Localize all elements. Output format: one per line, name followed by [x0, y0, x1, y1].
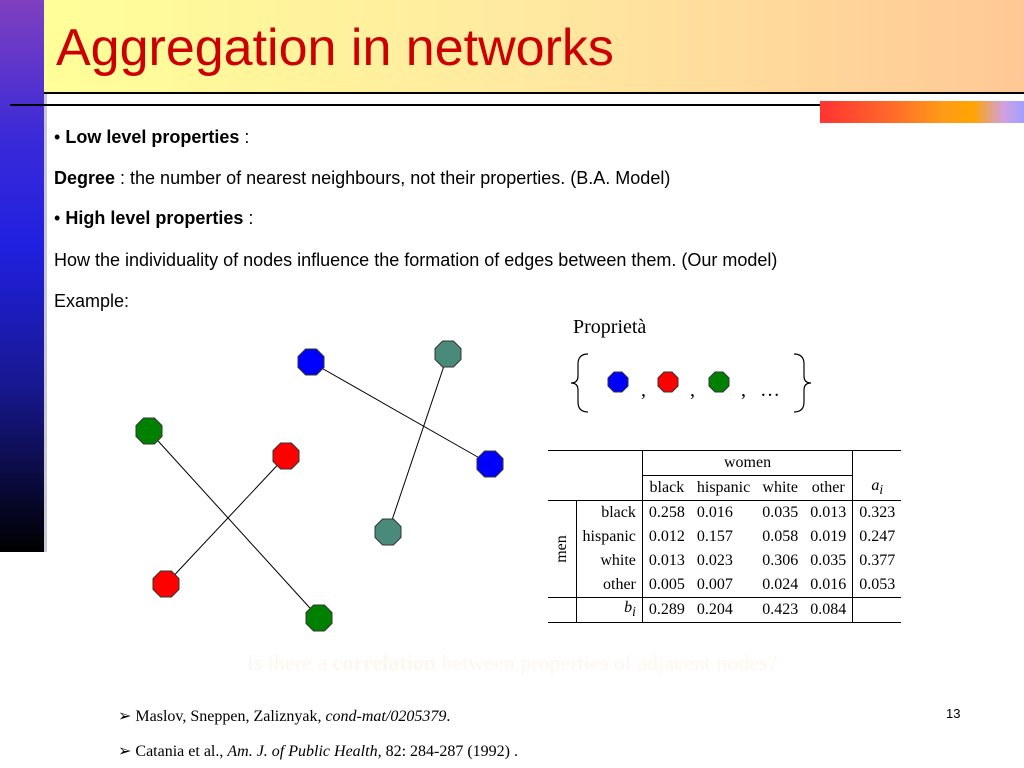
accent-strip: [820, 101, 1024, 123]
reference-1: [118, 706, 450, 726]
blue-node-icon: [608, 372, 628, 392]
title-rule: [10, 104, 820, 106]
separator: ,: [641, 379, 646, 401]
high-level-colon: :: [243, 208, 254, 228]
low-level-heading: Low level properties: [65, 127, 240, 147]
teal-node: [375, 519, 401, 545]
b-i-label: $b_i$: [576, 598, 642, 623]
ref-authors: Maslov, Sneppen, Zaliznyak,: [131, 708, 326, 725]
left-brace-icon: [571, 354, 588, 412]
properties-label: Proprietà: [573, 316, 647, 338]
arrow-bullet-icon: ➢: [118, 743, 132, 760]
question-end: between properties of adjacent nodes?: [436, 650, 778, 675]
green-node: [306, 605, 332, 631]
women-header: women: [642, 451, 852, 476]
blue-node: [298, 349, 324, 375]
blue-node: [477, 451, 503, 477]
a-i-cell: 0.053: [853, 573, 902, 598]
title-underline: [44, 92, 1024, 94]
properties-set: [568, 350, 818, 416]
example-label: Example:: [54, 291, 130, 311]
high-level-definition: How the individuality of nodes influence the formation of edges between them. (Our model): [54, 250, 778, 270]
red-node: [153, 571, 179, 597]
edge-red-red: [166, 456, 286, 584]
row-label: hispanic: [576, 525, 642, 549]
b-i-cell: 0.423: [762, 601, 799, 618]
ref-end: 82: 284-287 (1992) .: [381, 743, 518, 760]
table-cell: 0.024: [762, 576, 799, 593]
column-header: white: [762, 479, 798, 496]
table-cell: 0.012: [642, 525, 691, 549]
a-i-cell: 0.377: [853, 549, 902, 573]
table-cell: 0.058: [762, 528, 799, 545]
table-group-header-row: [548, 451, 901, 476]
bullet-dot: •: [54, 208, 61, 228]
degree-definition: : the number of nearest neighbours, not their properties. (B.A. Model): [115, 168, 671, 188]
slide-title: Aggregation in networks: [56, 19, 614, 77]
reference-2: [118, 741, 518, 761]
table-row: [548, 501, 901, 526]
men-label-cell: [548, 501, 576, 598]
high-level-heading: High level properties: [65, 208, 244, 228]
table-row: [548, 525, 901, 549]
question-start: Is there a: [246, 650, 333, 675]
column-header: black: [642, 476, 691, 501]
b-i-cell: 0.204: [696, 601, 733, 618]
table-cell: 0.157: [696, 528, 733, 545]
b-i-row: [548, 598, 901, 623]
b-i-cell: 0.289: [642, 598, 691, 623]
table-cell: 0.035: [762, 504, 799, 521]
a-i-cell: 0.323: [853, 501, 902, 526]
table-cell: 0.016: [696, 504, 733, 521]
table-cell: 0.007: [696, 576, 733, 593]
empty-cell: [853, 598, 902, 623]
green-node: [136, 418, 162, 444]
degree-term: Degree: [54, 168, 116, 188]
separator: ,: [741, 379, 746, 401]
row-label: white: [576, 549, 642, 573]
table-cell: 0.258: [642, 501, 691, 526]
ref-end: .: [446, 708, 451, 725]
bullet-high-level: [54, 206, 253, 230]
red-node: [273, 443, 299, 469]
arrow-bullet-icon: ➢: [118, 708, 132, 725]
ref-source: Am. J. of Public Health,: [227, 743, 382, 760]
teal-node: [435, 341, 461, 367]
a-i-header: $a_i$: [853, 476, 902, 501]
empty-corner: [548, 451, 642, 476]
b-i-cell: 0.084: [810, 601, 847, 618]
edge-blue-blue: [311, 362, 490, 464]
table-cell: 0.005: [642, 573, 691, 598]
table-row: [548, 549, 901, 573]
column-header: other: [811, 479, 845, 496]
column-header: hispanic: [696, 479, 751, 496]
table-cell: 0.019: [810, 528, 847, 545]
question-keyword: correlation: [332, 650, 437, 675]
table-cell: 0.016: [810, 576, 847, 593]
red-node-icon: [658, 372, 678, 392]
table-cell: 0.035: [810, 552, 847, 569]
table-column-header-row: [548, 476, 901, 501]
empty-corner: [853, 451, 902, 476]
low-level-colon: :: [239, 127, 250, 147]
ref-source: cond-mat/0205379: [325, 708, 447, 725]
left-decorative-bar: [0, 0, 44, 552]
right-brace-icon: [794, 354, 811, 412]
page-number: 13: [946, 706, 961, 721]
network-diagram: [120, 330, 520, 640]
row-label: other: [576, 573, 642, 598]
bullet-dot: •: [54, 127, 61, 147]
edge-teal-teal: [388, 354, 448, 532]
table-row: [548, 573, 901, 598]
bullet-low-level: [54, 125, 249, 149]
table-cell: 0.013: [642, 549, 691, 573]
men-label: men: [552, 535, 570, 563]
correlation-question: [0, 650, 1024, 676]
table-cell: 0.023: [696, 552, 733, 569]
degree-line: [54, 166, 670, 190]
separator: ,: [690, 379, 695, 401]
table-cell: 0.306: [762, 552, 799, 569]
empty-corner: [548, 476, 642, 501]
green-node-icon: [709, 372, 729, 392]
empty-cell: [548, 598, 576, 623]
table-cell: 0.013: [810, 504, 847, 521]
ref-authors: Catania et al.,: [131, 743, 228, 760]
ellipsis: …: [760, 379, 780, 401]
a-i-cell: 0.247: [853, 525, 902, 549]
row-label: black: [576, 501, 642, 526]
correlation-table: [548, 450, 901, 623]
